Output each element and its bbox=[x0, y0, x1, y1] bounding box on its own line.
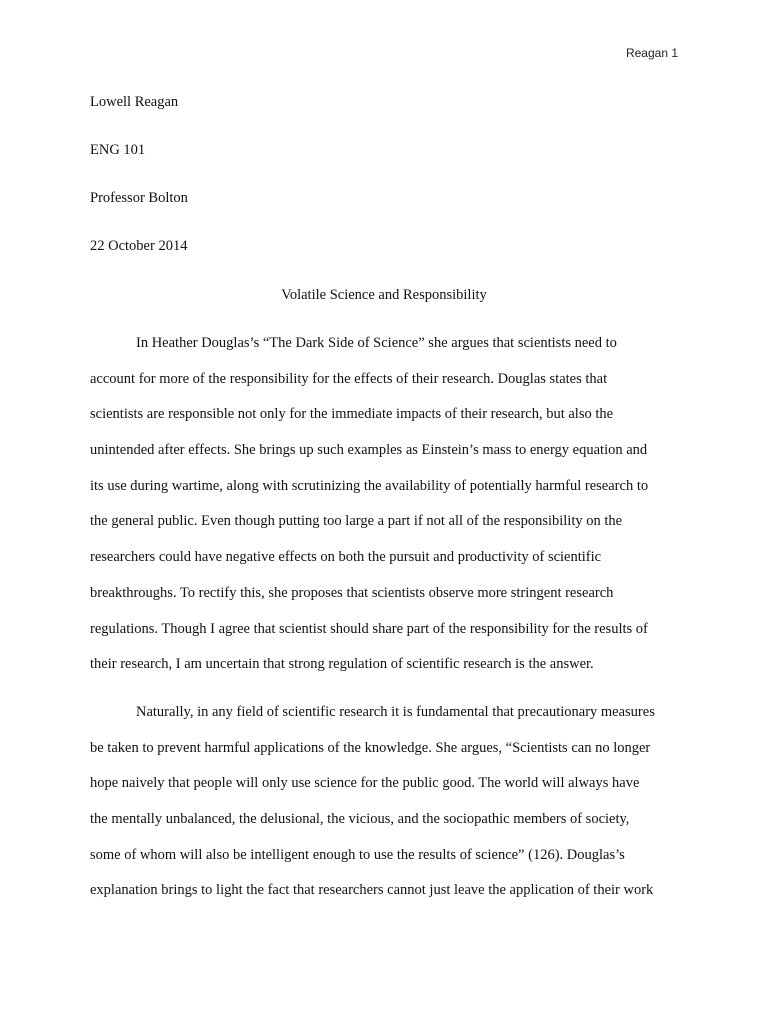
text-line: be taken to prevent harmful applications of the knowledge. She argues, “Scientists can no longer bbox=[90, 739, 651, 756]
text-line: its use during wartime, along with scrutinizing the availability of potentially harmful research to bbox=[90, 477, 649, 494]
text-line: explanation brings to light the fact that researchers cannot just leave the application of their work bbox=[90, 882, 654, 899]
text-line: their research, I am uncertain that strong regulation of scientific research is the answer. bbox=[90, 656, 594, 673]
text-line: some of whom will also be intelligent enough to use the results of science” (126). Douglas’s bbox=[90, 846, 625, 863]
text-line: researchers could have negative effects on both the pursuit and productivity of scientific bbox=[90, 549, 602, 566]
text-line: hope naively that people will only use science for the public good. The world will always have bbox=[90, 775, 640, 792]
essay-body bbox=[90, 333, 678, 916]
paragraph-gap bbox=[90, 690, 678, 702]
professor-name: Professor Bolton bbox=[90, 190, 188, 206]
date-line: 22 October 2014 bbox=[90, 238, 188, 254]
author-name: Lowell Reagan bbox=[90, 94, 179, 110]
running-head: Reagan 1 bbox=[625, 46, 678, 60]
text-line: In Heather Douglas’s “The Dark Side of Science” she argues that scientists need to bbox=[136, 335, 617, 351]
text-line: the mentally unbalanced, the delusional, the vicious, and the sociopathic members of society, bbox=[90, 810, 630, 827]
text-line: regulations. Though I agree that scientist should share part of the responsibility for the results of bbox=[90, 620, 648, 637]
text-line: account for more of the responsibility for the effects of their research. Douglas states that bbox=[90, 370, 608, 387]
text-line: scientists are responsible not only for the immediate impacts of their research, but also the bbox=[90, 406, 614, 423]
text-line: Naturally, in any field of scientific research it is fundamental that precautionary measures bbox=[136, 703, 655, 720]
paragraph-1 bbox=[90, 333, 678, 690]
paragraph-2 bbox=[90, 702, 678, 916]
course-name: ENG 101 bbox=[90, 142, 146, 158]
text-line: breakthroughs. To rectify this, she proposes that scientists observe more stringent research bbox=[90, 584, 614, 601]
text-line: unintended after effects. She brings up such examples as Einstein’s mass to energy equation and bbox=[90, 442, 648, 459]
essay-title: Volatile Science and Responsibility bbox=[281, 287, 487, 303]
mla-heading bbox=[90, 92, 678, 284]
text-line: the general public. Even though putting too large a part if not all of the responsibility on the bbox=[90, 513, 623, 530]
